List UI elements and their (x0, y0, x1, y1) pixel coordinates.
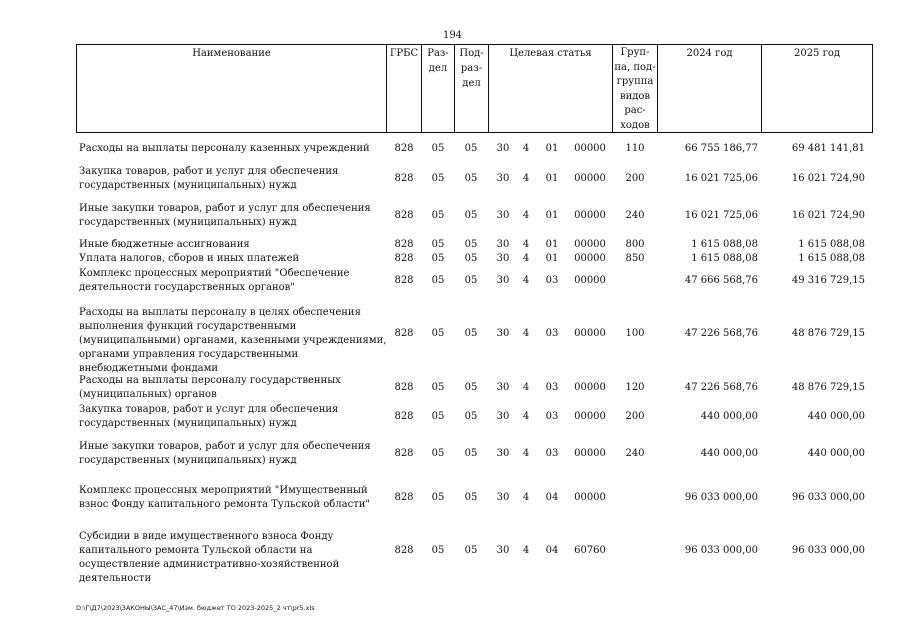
row-name: Иные закупки товаров, работ и услуг для обеспечения государственных (муниципальных) нужд (79, 441, 371, 466)
cell-grbs: 828 (394, 545, 414, 556)
cell-c2: 4 (522, 328, 530, 339)
cell-pr: 05 (464, 173, 478, 184)
table-row (0, 202, 905, 230)
cell-c1: 30 (496, 275, 510, 286)
cell-vr: 200 (625, 411, 645, 422)
cell-vr: 800 (625, 239, 645, 250)
cell-c4: 00000 (574, 328, 606, 339)
cell-rz: 05 (431, 275, 445, 286)
cell-rz: 05 (431, 328, 445, 339)
header-bottom-border (76, 132, 873, 133)
cell-c4: 00000 (574, 143, 606, 154)
cell-grbs: 828 (394, 411, 414, 422)
table-row (0, 165, 905, 193)
cell-y2025: 16 021 724,90 (791, 173, 865, 184)
table-row (0, 530, 905, 584)
file-path-footer: D:\Г\Д7\2023\ЗАКОНЫ\ЗАС_47\Изм. бюджет ТО 2023-2025_2 чт\pr5.xls (76, 604, 315, 612)
cell-grbs: 828 (394, 253, 414, 264)
cell-y2025: 16 021 724,90 (791, 210, 865, 221)
cell-grbs: 828 (394, 382, 414, 393)
header-top-border (76, 44, 873, 45)
cell-y2025: 49 316 729,15 (791, 275, 865, 286)
cell-y2024: 47 226 568,76 (684, 328, 758, 339)
cell-c2: 4 (522, 173, 530, 184)
cell-rz: 05 (431, 545, 445, 556)
cell-y2024: 66 755 186,77 (684, 143, 758, 154)
cell-vr: 100 (625, 328, 645, 339)
cell-c2: 4 (522, 143, 530, 154)
cell-rz: 05 (431, 210, 445, 221)
cell-grbs: 828 (394, 239, 414, 250)
cell-y2025: 1 615 088,08 (798, 239, 865, 250)
row-name: Расходы на выплаты персоналу казенных учреждений (79, 143, 370, 154)
cell-c1: 30 (496, 448, 510, 459)
cell-c4: 00000 (574, 492, 606, 503)
cell-grbs: 828 (394, 173, 414, 184)
cell-c4: 00000 (574, 253, 606, 264)
cell-pr: 05 (464, 143, 478, 154)
cell-rz: 05 (431, 143, 445, 154)
cell-c3: 01 (545, 173, 559, 184)
cell-pr: 05 (464, 545, 478, 556)
header-razdel: Раз- дел (427, 48, 449, 74)
cell-c2: 4 (522, 448, 530, 459)
cell-y2025: 440 000,00 (807, 411, 865, 422)
cell-c3: 01 (545, 143, 559, 154)
cell-y2024: 47 226 568,76 (684, 382, 758, 393)
row-name: Закупка товаров, работ и услуг для обеспечения государственных (муниципальных) нужд (79, 166, 339, 191)
table-row (0, 142, 905, 156)
cell-c4: 00000 (574, 411, 606, 422)
cell-c2: 4 (522, 492, 530, 503)
cell-grbs: 828 (394, 492, 414, 503)
cell-c1: 30 (496, 239, 510, 250)
cell-c2: 4 (522, 210, 530, 221)
row-name: Комплекс процессных мероприятий "Обеспечение деятельности государственных органов" (79, 268, 350, 293)
cell-pr: 05 (464, 210, 478, 221)
cell-grbs: 828 (394, 143, 414, 154)
cell-c3: 03 (545, 328, 559, 339)
header-expense-group: Груп- па, под- группа видов рас- ходов (614, 47, 656, 131)
header-target-article: Целевая статья (509, 48, 592, 59)
cell-pr: 05 (464, 328, 478, 339)
row-name: Иные закупки товаров, работ и услуг для обеспечения государственных (муниципальных) нужд (79, 203, 371, 228)
row-name: Расходы на выплаты персоналу в целях обеспечения выполнения функций государственными (муниципальными) органами, казенными учреждениями, органами управления государственными внебюджетными фондами (79, 307, 387, 374)
cell-c3: 03 (545, 275, 559, 286)
cell-grbs: 828 (394, 210, 414, 221)
cell-y2024: 440 000,00 (700, 411, 758, 422)
cell-c4: 00000 (574, 210, 606, 221)
header-2025: 2025 год (793, 48, 841, 59)
row-name: Расходы на выплаты персоналу государственных (муниципальных) органов (79, 375, 341, 400)
cell-grbs: 828 (394, 448, 414, 459)
cell-y2025: 69 481 141,81 (791, 143, 865, 154)
cell-y2025: 1 615 088,08 (798, 253, 865, 264)
table-row (0, 252, 905, 266)
cell-y2024: 96 033 000,00 (684, 545, 758, 556)
header-podrazdel: Под- раз- дел (459, 48, 484, 89)
page-number: 194 (442, 30, 463, 41)
cell-pr: 05 (464, 448, 478, 459)
table-row (0, 484, 905, 512)
cell-c1: 30 (496, 328, 510, 339)
cell-c3: 03 (545, 411, 559, 422)
cell-rz: 05 (431, 253, 445, 264)
cell-y2024: 440 000,00 (700, 448, 758, 459)
cell-c1: 30 (496, 210, 510, 221)
cell-c4: 60760 (574, 545, 606, 556)
table-row (0, 238, 905, 252)
cell-c3: 03 (545, 448, 559, 459)
cell-c1: 30 (496, 545, 510, 556)
cell-vr: 850 (625, 253, 645, 264)
cell-c1: 30 (496, 382, 510, 393)
cell-c4: 00000 (574, 275, 606, 286)
cell-y2024: 1 615 088,08 (691, 239, 758, 250)
cell-y2024: 47 666 568,76 (684, 275, 758, 286)
cell-c2: 4 (522, 253, 530, 264)
header-name: Наименование (192, 48, 271, 59)
cell-pr: 05 (464, 239, 478, 250)
cell-vr: 200 (625, 173, 645, 184)
table-row (0, 440, 905, 468)
cell-grbs: 828 (394, 328, 414, 339)
cell-vr: 120 (625, 382, 645, 393)
cell-c2: 4 (522, 411, 530, 422)
cell-pr: 05 (464, 382, 478, 393)
cell-c1: 30 (496, 143, 510, 154)
cell-rz: 05 (431, 411, 445, 422)
cell-y2025: 96 033 000,00 (791, 545, 865, 556)
cell-y2024: 16 021 725,06 (684, 210, 758, 221)
header-grbs: ГРБС (389, 48, 419, 59)
header-divider (872, 44, 873, 133)
cell-rz: 05 (431, 239, 445, 250)
cell-rz: 05 (431, 382, 445, 393)
cell-c3: 04 (545, 545, 559, 556)
cell-rz: 05 (431, 492, 445, 503)
cell-c1: 30 (496, 253, 510, 264)
cell-y2025: 48 876 729,15 (791, 382, 865, 393)
cell-rz: 05 (431, 448, 445, 459)
cell-y2025: 48 876 729,15 (791, 328, 865, 339)
cell-rz: 05 (431, 173, 445, 184)
table-row (0, 267, 905, 295)
cell-c2: 4 (522, 275, 530, 286)
cell-c2: 4 (522, 382, 530, 393)
cell-c3: 01 (545, 239, 559, 250)
cell-grbs: 828 (394, 275, 414, 286)
cell-c4: 00000 (574, 448, 606, 459)
row-name: Субсидии в виде имущественного взноса Фонду капитального ремонта Тульской области на осуществление административно-хозяйственной деятельности (79, 531, 340, 584)
cell-c3: 04 (545, 492, 559, 503)
cell-c4: 00000 (574, 382, 606, 393)
cell-c2: 4 (522, 239, 530, 250)
cell-vr: 110 (625, 143, 645, 154)
row-name: Иные бюджетные ассигнования (79, 239, 250, 250)
cell-c4: 00000 (574, 173, 606, 184)
cell-y2024: 16 021 725,06 (684, 173, 758, 184)
table-row (0, 403, 905, 431)
cell-c3: 01 (545, 253, 559, 264)
cell-c3: 03 (545, 382, 559, 393)
cell-c1: 30 (496, 411, 510, 422)
cell-pr: 05 (464, 275, 478, 286)
row-name: Закупка товаров, работ и услуг для обеспечения государственных (муниципальных) нужд (79, 404, 339, 429)
cell-pr: 05 (464, 253, 478, 264)
cell-pr: 05 (464, 411, 478, 422)
cell-y2025: 96 033 000,00 (791, 492, 865, 503)
header-2024: 2024 год (686, 48, 733, 59)
cell-c1: 30 (496, 492, 510, 503)
cell-c3: 01 (545, 210, 559, 221)
cell-y2024: 96 033 000,00 (684, 492, 758, 503)
cell-c4: 00000 (574, 239, 606, 250)
cell-c1: 30 (496, 173, 510, 184)
row-name: Комплекс процессных мероприятий "Имущественный взнос Фонду капитального ремонта Тульской области" (79, 485, 370, 510)
cell-c2: 4 (522, 545, 530, 556)
cell-y2025: 440 000,00 (807, 448, 865, 459)
cell-pr: 05 (464, 492, 478, 503)
row-name: Уплата налогов, сборов и иных платежей (79, 253, 300, 264)
cell-y2024: 1 615 088,08 (691, 253, 758, 264)
cell-vr: 240 (625, 448, 645, 459)
table-row (0, 306, 905, 374)
table-row (0, 374, 905, 402)
cell-vr: 240 (625, 210, 645, 221)
